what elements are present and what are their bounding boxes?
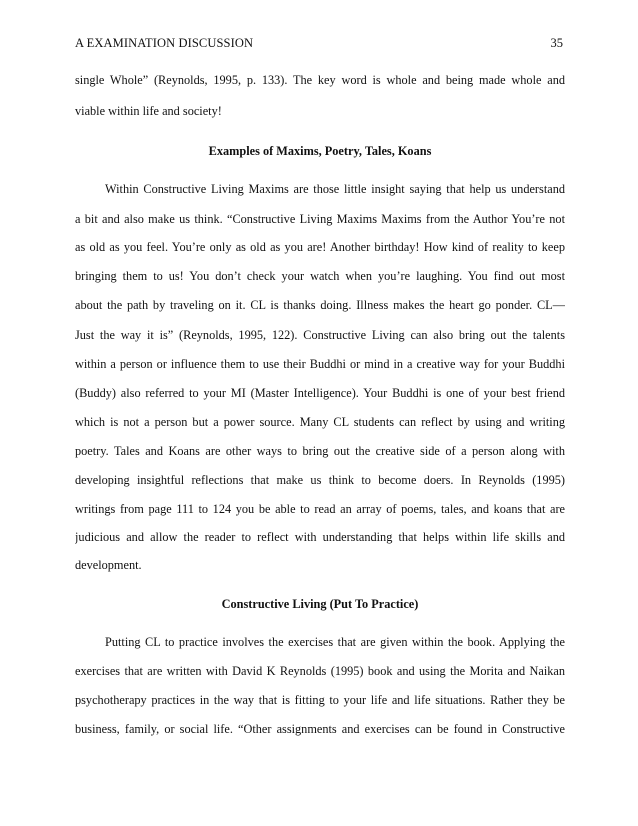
body-line: development. bbox=[75, 558, 142, 572]
running-head: A EXAMINATION DISCUSSION bbox=[75, 36, 254, 50]
body-line: Just the way it is” (Reynolds, 1995, 122). Constructive Living can also bring out the talents bbox=[75, 328, 565, 342]
body-line: poetry. Tales and Koans are other ways to bring out the creative side of a person along with bbox=[75, 444, 565, 458]
body-line: (Buddy) also referred to your MI (Master Intelligence). Your Buddhi is one of your best friend bbox=[75, 386, 565, 400]
body-line: developing insightful reflections that make us think to become doers. In Reynolds (1995) bbox=[75, 473, 565, 487]
body-line: single Whole” (Reynolds, 1995, p. 133). The key word is whole and being made whole and bbox=[75, 73, 565, 87]
body-line: about the path by traveling on it. CL is thanks doing. Illness makes the heart go ponder. CL— bbox=[75, 298, 565, 312]
body-line: judicious and allow the reader to reflect with understanding that helps within life skills and bbox=[75, 530, 565, 544]
body-line: writings from page 111 to 124 you be able to read an array of poems, tales, and koans that are bbox=[75, 502, 565, 516]
body-line: psychotherapy practices in the way that is fitting to your life and life situations. Rather they be bbox=[75, 693, 565, 707]
body-line: Within Constructive Living Maxims are those little insight saying that help us understand bbox=[105, 182, 565, 196]
body-line: bringing them to us! You don’t check your watch when you’re laughing. You find out most bbox=[75, 269, 565, 283]
body-line: Putting CL to practice involves the exercises that are given within the book. Applying the bbox=[105, 635, 565, 649]
section-heading: Examples of Maxims, Poetry, Tales, Koans bbox=[208, 144, 432, 158]
body-line: exercises that are written with David K Reynolds (1995) book and using the Morita and Naikan bbox=[75, 664, 565, 678]
body-line: within a person or influence them to use their Buddhi or mind in a creative way for your Buddhi bbox=[75, 357, 565, 371]
body-line: which is not a person but a power source. Many CL students can reflect by using and writing bbox=[75, 415, 565, 429]
page-number: 35 bbox=[550, 36, 563, 50]
section-heading: Constructive Living (Put To Practice) bbox=[221, 597, 419, 611]
body-line: viable within life and society! bbox=[75, 104, 222, 118]
body-line: a bit and also make us think. “Constructive Living Maxims Maxims from the Author You’re not bbox=[75, 212, 565, 226]
body-line: as old as you feel. You’re only as old as you are! Another birthday! How kind of reality to keep bbox=[75, 240, 565, 254]
body-line: business, family, or social life. “Other assignments and exercises can be found in Constructive bbox=[75, 722, 565, 736]
